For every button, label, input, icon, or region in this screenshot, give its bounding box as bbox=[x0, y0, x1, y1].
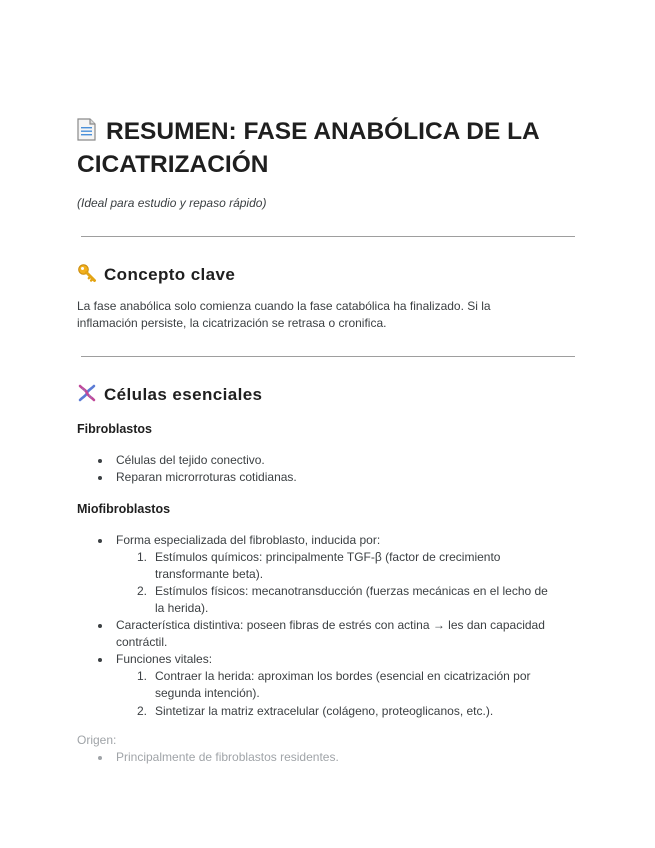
document-title bbox=[77, 115, 577, 181]
title-line-1: RESUMEN: FASE ANABÓLICA DE LA bbox=[106, 118, 540, 145]
horizontal-divider bbox=[81, 236, 575, 237]
page-facing-up-icon bbox=[77, 117, 96, 140]
list-number: 2. bbox=[137, 704, 148, 718]
miofibroblastos-heading: Miofibroblastos bbox=[77, 502, 171, 516]
dna-icon bbox=[77, 383, 97, 403]
list-item: Reparan microrroturas cotidianas. bbox=[116, 470, 297, 484]
list-item: Principalmente de fibroblastos residentes. bbox=[116, 750, 339, 764]
sublist-item-line: Sintetizar la matriz extracelular (colágeno, proteoglicanos, etc.). bbox=[155, 704, 494, 718]
celulas-heading bbox=[77, 383, 262, 406]
list-item: Forma especializada del fibroblasto, inducida por: bbox=[116, 533, 381, 547]
concepto-paragraph bbox=[77, 298, 572, 332]
list-item: Células del tejido conectivo. bbox=[116, 453, 265, 467]
document-subtitle: (Ideal para estudio y repaso rápido) bbox=[77, 196, 267, 210]
list-number: 2. bbox=[137, 584, 148, 598]
sublist-item-line: Estímulos químicos: principalmente TGF-β (factor de crecimiento bbox=[155, 550, 501, 564]
celulas-heading-text: Células esenciales bbox=[104, 385, 263, 404]
sublist-item-line: la herida). bbox=[155, 601, 209, 615]
origen-label: Origen: bbox=[77, 733, 117, 747]
list-item-continuation: contráctil. bbox=[116, 635, 168, 649]
fibroblastos-heading: Fibroblastos bbox=[77, 422, 153, 436]
sublist-item-line: transformante beta). bbox=[155, 567, 264, 581]
horizontal-divider bbox=[81, 356, 575, 357]
list-number: 1. bbox=[137, 669, 148, 683]
title-line-2: CICATRIZACIÓN bbox=[77, 151, 269, 178]
sublist-item-line: Estímulos físicos: mecanotransducción (fuerzas mecánicas en el lecho de bbox=[155, 584, 548, 598]
list-item: Característica distintiva: poseen fibras de estrés con actina → les dan capacidad bbox=[116, 618, 545, 632]
key-icon bbox=[77, 263, 97, 283]
sublist-item-line: segunda intención). bbox=[155, 686, 260, 700]
sublist-item-line: Contraer la herida: aproximan los bordes (esencial en cicatrización por bbox=[155, 669, 531, 683]
concepto-heading bbox=[77, 263, 235, 286]
list-number: 1. bbox=[137, 550, 148, 564]
concepto-heading-text: Concepto clave bbox=[104, 265, 236, 284]
concepto-line-2: inflamación persiste, la cicatrización se retrasa o cronifica. bbox=[77, 316, 387, 330]
concepto-line-1: La fase anabólica solo comienza cuando la fase catabólica ha finalizado. Si la bbox=[77, 299, 491, 313]
list-item: Funciones vitales: bbox=[116, 652, 213, 666]
